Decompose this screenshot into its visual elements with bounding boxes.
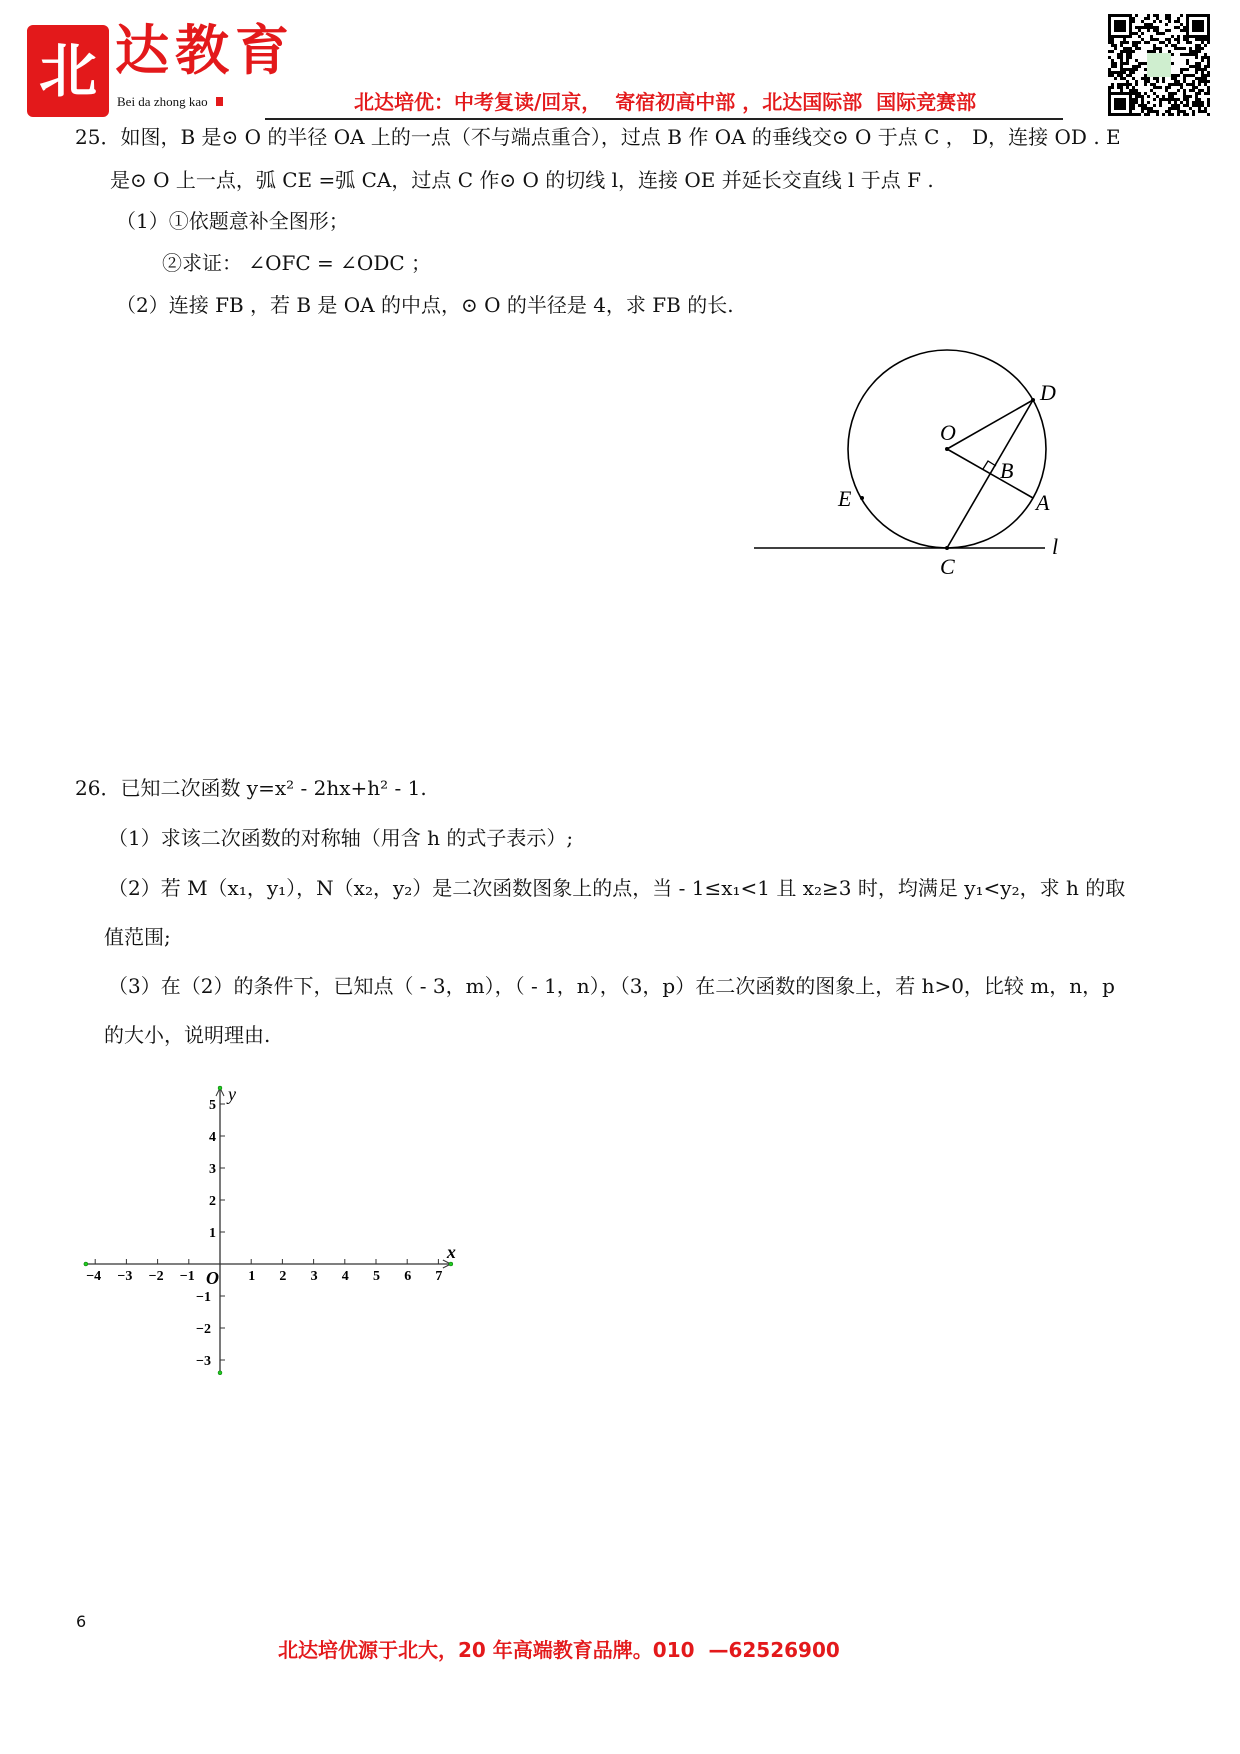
y-axis-label: y bbox=[228, 1084, 236, 1104]
axis-endpoint bbox=[84, 1262, 88, 1266]
qr-code-icon bbox=[1108, 14, 1210, 116]
axis-endpoint bbox=[449, 1262, 453, 1266]
x-tick-label: −1 bbox=[179, 1269, 195, 1284]
y-tick-label: −1 bbox=[196, 1290, 211, 1305]
logo-subtitle bbox=[117, 94, 223, 110]
q26-part1: （1）求该二次函数的对称轴（用含 h 的式子表示）; bbox=[108, 826, 574, 850]
q26-part3: （3）在（2）的条件下，已知点（ - 3，m），（ - 1，n），（3，p）在二次函数的图象上，若 h>0，比较 m，n，p bbox=[108, 974, 1115, 998]
coordinate-axes bbox=[70, 1080, 470, 1400]
axis-endpoint bbox=[218, 1371, 222, 1375]
q25-line-1: 25．如图，B 是⊙ O 的半径 OA 上的一点（不与端点重合），过点 B 作 OA 的垂线交⊙ O 于点 C ， D，连接 OD . E bbox=[75, 125, 1121, 149]
x-tick-label: 7 bbox=[435, 1269, 443, 1284]
x-tick-label: −4 bbox=[86, 1269, 102, 1284]
origin-label: O bbox=[206, 1268, 219, 1288]
q25-geometry-figure bbox=[740, 340, 1080, 590]
x-tick-label: 6 bbox=[404, 1269, 412, 1284]
point-e bbox=[860, 496, 864, 500]
y-tick-label: 4 bbox=[209, 1130, 216, 1145]
point-c bbox=[945, 546, 949, 550]
label-c: C bbox=[940, 554, 955, 579]
q26-part2: （2）若 M（x₁，y₁），N（x₂，y₂）是二次函数图象上的点，当 - 1≤x₁<1 且 x₂≥3 时，均满足 y₁<y₂，求 h 的取 bbox=[108, 876, 1126, 900]
header-divider bbox=[265, 118, 1063, 120]
logo-text: 达教育 bbox=[115, 18, 295, 82]
y-tick-label: 1 bbox=[209, 1226, 216, 1241]
label-a: A bbox=[1036, 490, 1050, 515]
q26-part2-cont: 值范围; bbox=[104, 925, 171, 949]
x-axis-label: x bbox=[446, 1242, 456, 1262]
x-tick-label: −2 bbox=[148, 1269, 164, 1284]
q26-part3-cont: 的大小，说明理由. bbox=[104, 1023, 271, 1047]
footer-text: 北达培优源于北大，20 年高端教育品牌。010 —62526900 bbox=[278, 1638, 840, 1662]
x-tick-label: 2 bbox=[279, 1269, 287, 1284]
q25-part1-proof: ②求证： ∠OFC = ∠ODC ； bbox=[162, 251, 432, 275]
q25-line-2: 是⊙ O 上一点，弧 CE =弧 CA，过点 C 作⊙ O 的切线 l，连接 OE 并延长交直线 l 于点 F . bbox=[110, 168, 934, 192]
x-tick-label: 4 bbox=[341, 1269, 349, 1284]
label-b: B bbox=[1000, 458, 1014, 483]
header-slogan: 北达培优：中考复读/回京， 寄宿初高中部 ，北达国际部 国际竞赛部 bbox=[354, 90, 977, 114]
page-number: 6 bbox=[76, 1612, 87, 1631]
y-tick-label: 3 bbox=[209, 1162, 216, 1177]
y-tick-label: 5 bbox=[209, 1098, 216, 1113]
segment-od bbox=[947, 400, 1033, 449]
logo-square-icon bbox=[216, 97, 223, 106]
q25-part2: （2）连接 FB ，若 B 是 OA 的中点，⊙ O 的半径是 4，求 FB 的长. bbox=[116, 293, 734, 317]
y-tick-label: −2 bbox=[196, 1322, 211, 1337]
x-tick-label: 5 bbox=[373, 1269, 380, 1284]
x-tick-label: 1 bbox=[248, 1269, 256, 1284]
q25-part1: （1）①依题意补全图形； bbox=[116, 209, 349, 233]
logo-subtitle-text: Bei da zhong kao bbox=[117, 94, 208, 109]
label-l: l bbox=[1052, 534, 1059, 559]
point-o bbox=[945, 447, 949, 451]
segment-cd bbox=[947, 400, 1033, 548]
label-o: O bbox=[940, 420, 956, 445]
logo-mark: 北 bbox=[27, 25, 109, 117]
y-tick-label: −3 bbox=[196, 1354, 211, 1369]
label-e: E bbox=[838, 486, 852, 511]
x-tick-label: 3 bbox=[310, 1269, 318, 1284]
axis-endpoint bbox=[218, 1086, 222, 1090]
x-tick-label: −3 bbox=[117, 1269, 133, 1284]
q26-stem: 26．已知二次函数 y=x² - 2hx+h² - 1. bbox=[75, 776, 427, 800]
label-d: D bbox=[1040, 380, 1056, 405]
point-d bbox=[1031, 398, 1035, 402]
y-tick-label: 2 bbox=[209, 1194, 216, 1209]
